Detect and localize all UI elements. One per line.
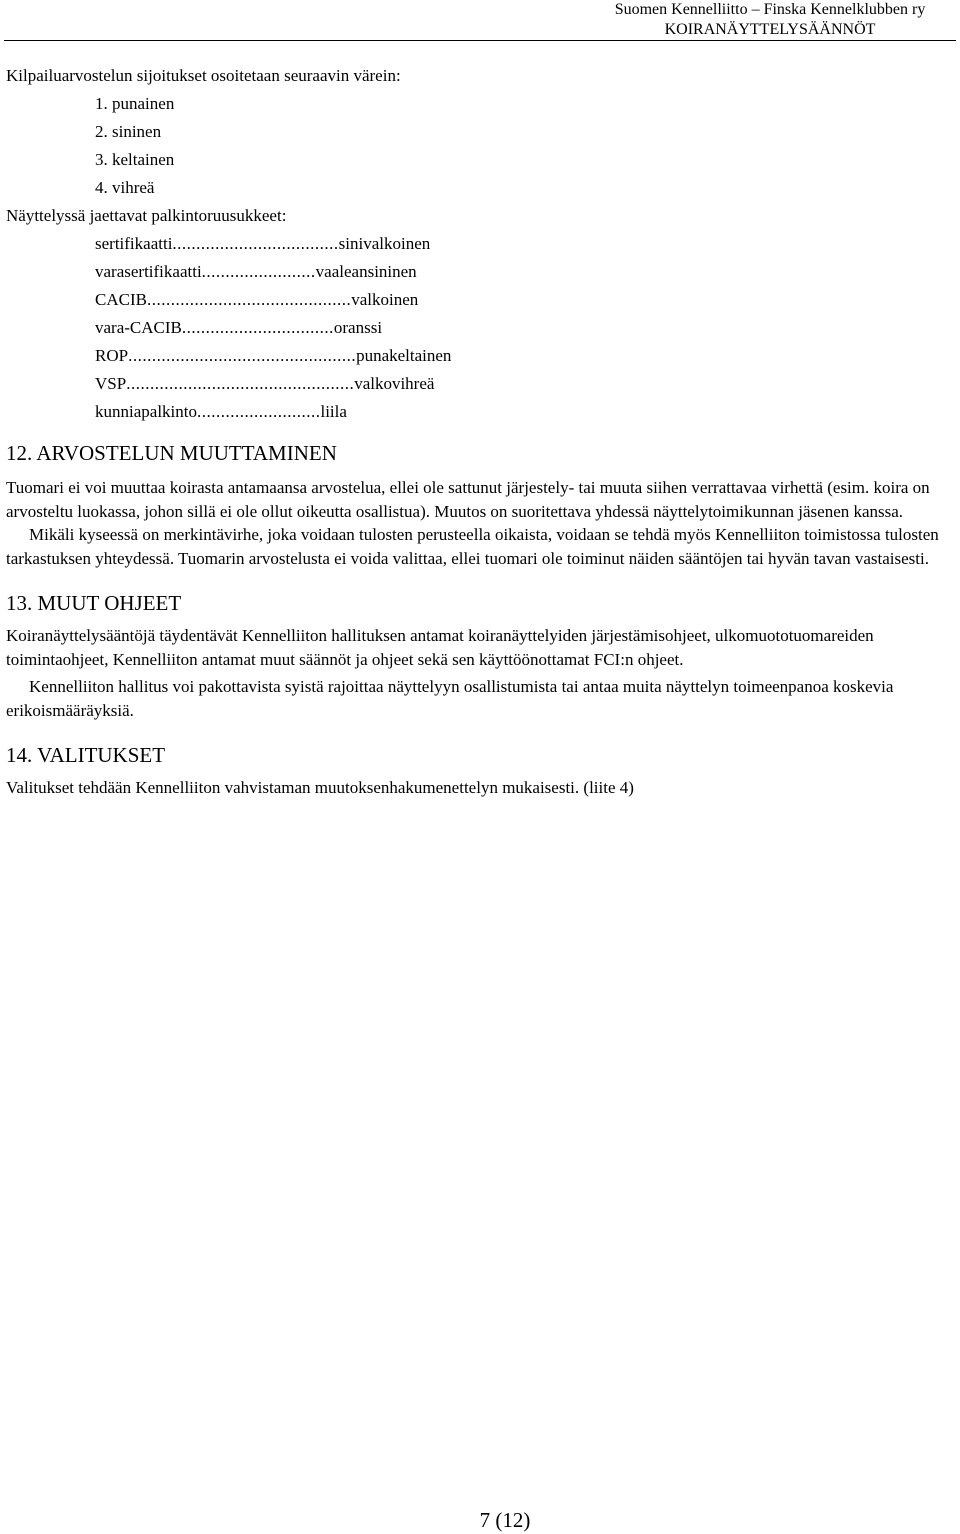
section-13-heading: 13. MUUT OHJEET xyxy=(6,591,182,615)
ribbon-color: sinivalkoinen xyxy=(338,234,431,253)
ribbon-leader: ................................ xyxy=(181,318,334,337)
placing-item: 2. sininen xyxy=(95,122,162,141)
ribbons-intro: Näyttelyssä jaettavat palkintoruusukkeet: xyxy=(6,206,287,225)
page-number: 7 (12) xyxy=(479,1508,531,1532)
ribbon-color: oranssi xyxy=(333,318,383,337)
ribbon-item xyxy=(6,370,952,398)
page-header xyxy=(590,0,950,40)
ribbon-name: kunniapalkinto xyxy=(95,402,197,421)
ribbon-name: CACIB xyxy=(95,290,147,309)
ribbon-item xyxy=(6,314,952,342)
document-title: KOIRANÄYTTELYSÄÄNNÖT xyxy=(664,21,876,38)
ribbon-color: valkovihreä xyxy=(354,374,435,393)
document-body xyxy=(6,62,952,800)
section-13-paragraph-2: Kennelliiton hallitus voi pakottavista syistä rajoittaa näyttelyyn osallistumista tai antaa muita näyttelyn toimeenpanoa koskevia erikoismääräyksiä. xyxy=(6,677,894,720)
placing-item: 4. vihreä xyxy=(95,178,155,197)
ribbon-leader: ........................ xyxy=(201,262,316,281)
ribbon-leader: ................................................ xyxy=(126,374,355,393)
section-12-heading: 12. ARVOSTELUN MUUTTAMINEN xyxy=(6,441,337,465)
placing-item: 1. punainen xyxy=(95,94,175,113)
ribbon-name: ROP xyxy=(95,346,129,365)
ribbon-item xyxy=(6,342,952,370)
ribbon-leader: .......................... xyxy=(196,402,321,421)
ribbon-color: punakeltainen xyxy=(356,346,452,365)
ribbon-leader: ................................... xyxy=(172,234,339,253)
ribbon-leader: ................................................ xyxy=(128,346,357,365)
section-14-heading: 14. VALITUKSET xyxy=(6,743,166,767)
section-13-paragraph-1: Koiranäyttelysääntöjä täydentävät Kennelliiton hallituksen antamat koiranäyttelyiden järjestämisohjeet, ulkomuototuomareiden toimintaohjeet, Kennelliiton antamat muut säännöt ja ohjeet sekä sen käyttöönottamat FCI:n ohjeet. xyxy=(6,626,874,669)
ribbon-name: vara-CACIB xyxy=(95,318,182,337)
organization-name: Suomen Kennelliitto – Finska Kennelklubben ry xyxy=(614,1,926,18)
ribbon-color: liila xyxy=(320,402,347,421)
ribbon-name: sertifikaatti xyxy=(95,234,173,253)
ribbon-item xyxy=(6,398,952,426)
section-12-paragraph-2: Mikäli kyseessä on merkintävirhe, joka voidaan tulosten perusteella oikaista, voidaan se tehdä myös Kennelliiton toimistossa tulosten tarkastuksen yhteydessä. Tuomarin arvostelusta ei voida valittaa, ellei tuomari ole toiminut näiden sääntöjen tai hyvän tavan vastaisesti. xyxy=(6,525,939,568)
ribbon-color: valkoinen xyxy=(351,290,419,309)
ribbon-item xyxy=(6,286,952,314)
ribbon-item xyxy=(6,230,952,258)
header-divider xyxy=(4,40,956,41)
ribbon-name: varasertifikaatti xyxy=(95,262,202,281)
placings-intro: Kilpailuarvostelun sijoitukset osoitetaan seuraavin värein: xyxy=(6,66,401,85)
placing-item: 3. keltainen xyxy=(95,150,175,169)
ribbon-color: vaaleansininen xyxy=(315,262,417,281)
section-12-paragraph-1: Tuomari ei voi muuttaa koirasta antamaansa arvostelua, ellei ole sattunut järjestely- tai muuta siihen verrattavaa virhettä (esim. koira on arvosteltu luokassa, johon sillä ei ole ollut oikeutta osallistua). Muutos on suoritettava yhdessä näyttelytoimikunnan jäsenen kanssa. xyxy=(6,478,930,521)
ribbon-item xyxy=(6,258,952,286)
ribbon-name: VSP xyxy=(95,374,127,393)
ribbon-leader: ........................................... xyxy=(146,290,352,309)
section-14-paragraph-1: Valitukset tehdään Kennelliiton vahvistaman muutoksenhakumenettelyn mukaisesti. (liite 4) xyxy=(6,778,634,797)
